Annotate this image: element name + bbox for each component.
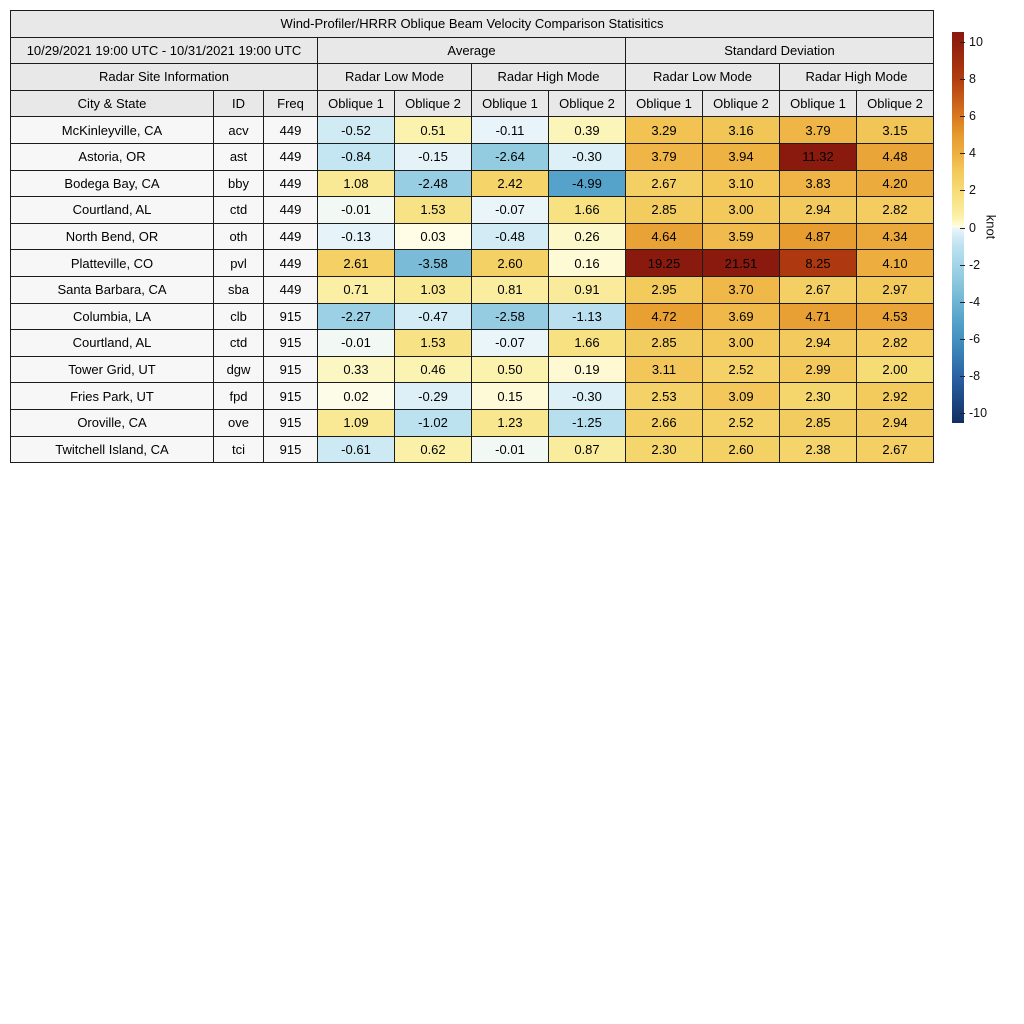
colorbar-tick-mark — [960, 190, 965, 191]
sd_low_oblique2-cell: 21.51 — [703, 250, 780, 277]
avg_high_oblique2-cell: 0.16 — [549, 250, 626, 277]
avg_low_oblique1-cell: -0.52 — [318, 117, 395, 144]
site-id-cell: tci — [214, 436, 264, 463]
avg_low_oblique1-cell: 2.61 — [318, 250, 395, 277]
city-cell: North Bend, OR — [11, 223, 214, 250]
avg_high_oblique1-cell: 2.60 — [472, 250, 549, 277]
avg_low_oblique2-cell: 1.53 — [395, 330, 472, 357]
avg_high_oblique2-cell: 1.66 — [549, 197, 626, 224]
site-row — [11, 330, 934, 357]
avg_high_oblique1-cell: -2.58 — [472, 303, 549, 330]
avg_high_oblique2-cell: -0.30 — [549, 143, 626, 170]
avg_high_oblique1-cell: 1.23 — [472, 409, 549, 436]
sd_low_oblique1-cell: 19.25 — [626, 250, 703, 277]
sd_low_oblique1-cell: 4.72 — [626, 303, 703, 330]
freq-cell: 449 — [264, 276, 318, 303]
avg-high-oblique1-header: Oblique 1 — [472, 90, 549, 117]
id-header: ID — [214, 90, 264, 117]
avg_low_oblique1-cell: -0.13 — [318, 223, 395, 250]
avg_high_oblique2-cell: 1.66 — [549, 330, 626, 357]
freq-cell: 449 — [264, 250, 318, 277]
date-range: 10/29/2021 19:00 UTC - 10/31/2021 19:00 UTC — [11, 37, 318, 64]
sd_high_oblique2-cell: 2.00 — [857, 356, 934, 383]
sd_low_oblique1-cell: 3.11 — [626, 356, 703, 383]
avg_high_oblique2-cell: -1.13 — [549, 303, 626, 330]
group-header-standard-deviation: Standard Deviation — [626, 37, 934, 64]
group-header-average: Average — [318, 37, 626, 64]
sd_low_oblique1-cell: 3.29 — [626, 117, 703, 144]
site-row — [11, 383, 934, 410]
avg_low_oblique1-cell: 0.02 — [318, 383, 395, 410]
sd_high_oblique2-cell: 4.53 — [857, 303, 934, 330]
city-cell: Bodega Bay, CA — [11, 170, 214, 197]
avg-low-oblique1-header: Oblique 1 — [318, 90, 395, 117]
sd_high_oblique2-cell: 3.15 — [857, 117, 934, 144]
avg_low_oblique2-cell: -3.58 — [395, 250, 472, 277]
colorbar-tick-label: 4 — [969, 146, 976, 161]
colorbar-tick-mark — [960, 228, 965, 229]
sd_low_oblique1-cell: 2.66 — [626, 409, 703, 436]
sd_high_oblique1-cell: 2.38 — [780, 436, 857, 463]
avg_low_oblique1-cell: -0.61 — [318, 436, 395, 463]
colorbar-tick-mark — [960, 302, 965, 303]
sd-high-oblique1-header: Oblique 1 — [780, 90, 857, 117]
sd-low-oblique1-header: Oblique 1 — [626, 90, 703, 117]
sd_high_oblique2-cell: 2.82 — [857, 197, 934, 224]
avg-low-oblique2-header: Oblique 2 — [395, 90, 472, 117]
avg_high_oblique1-cell: -0.48 — [472, 223, 549, 250]
site-row — [11, 303, 934, 330]
sd_high_oblique1-cell: 2.94 — [780, 197, 857, 224]
site-row — [11, 356, 934, 383]
site-row — [11, 223, 934, 250]
sd-high-mode-header: Radar High Mode — [780, 64, 934, 91]
sd_high_oblique2-cell: 4.20 — [857, 170, 934, 197]
sd_low_oblique2-cell: 2.52 — [703, 409, 780, 436]
sd_high_oblique1-cell: 8.25 — [780, 250, 857, 277]
avg_low_oblique2-cell: 0.46 — [395, 356, 472, 383]
site-id-cell: sba — [214, 276, 264, 303]
sd_high_oblique2-cell: 2.82 — [857, 330, 934, 357]
sd_high_oblique1-cell: 2.94 — [780, 330, 857, 357]
sd_low_oblique1-cell: 2.95 — [626, 276, 703, 303]
site-id-cell: ast — [214, 143, 264, 170]
mode-header-row — [11, 64, 934, 91]
site-id-cell: pvl — [214, 250, 264, 277]
city-cell: McKinleyville, CA — [11, 117, 214, 144]
sd_high_oblique2-cell: 2.97 — [857, 276, 934, 303]
site-id-cell: ctd — [214, 330, 264, 357]
colorbar-tick-label: -10 — [969, 406, 988, 420]
sd_low_oblique1-cell: 2.85 — [626, 330, 703, 357]
avg_high_oblique2-cell: 0.19 — [549, 356, 626, 383]
avg_high_oblique2-cell: -4.99 — [549, 170, 626, 197]
avg-low-mode-header: Radar Low Mode — [318, 64, 472, 91]
avg_low_oblique2-cell: 0.51 — [395, 117, 472, 144]
colorbar-tick-mark — [960, 153, 965, 154]
site-id-cell: ctd — [214, 197, 264, 224]
city-cell: Twitchell Island, CA — [11, 436, 214, 463]
freq-cell: 915 — [264, 383, 318, 410]
sd_low_oblique2-cell: 3.09 — [703, 383, 780, 410]
freq-cell: 449 — [264, 170, 318, 197]
avg_low_oblique2-cell: -1.02 — [395, 409, 472, 436]
avg_low_oblique1-cell: 1.09 — [318, 409, 395, 436]
sd_high_oblique1-cell: 2.99 — [780, 356, 857, 383]
table-title: Wind-Profiler/HRRR Oblique Beam Velocity Comparison Statisitics — [11, 11, 934, 38]
sd_low_oblique2-cell: 2.52 — [703, 356, 780, 383]
city-cell: Courtland, AL — [11, 197, 214, 224]
city-cell: Platteville, CO — [11, 250, 214, 277]
sd_low_oblique2-cell: 2.60 — [703, 436, 780, 463]
colorbar-tick-label: -8 — [969, 368, 981, 383]
site-id-cell: ove — [214, 409, 264, 436]
avg_low_oblique1-cell: 1.08 — [318, 170, 395, 197]
site-row — [11, 436, 934, 463]
sd_high_oblique1-cell: 4.71 — [780, 303, 857, 330]
radar-site-information-header: Radar Site Information — [11, 64, 318, 91]
avg_low_oblique2-cell: -2.48 — [395, 170, 472, 197]
avg_high_oblique2-cell: 0.26 — [549, 223, 626, 250]
city-cell: Columbia, LA — [11, 303, 214, 330]
site-id-cell: bby — [214, 170, 264, 197]
colorbar-tick-label: 8 — [969, 72, 976, 87]
site-id-cell: fpd — [214, 383, 264, 410]
sd-low-oblique2-header: Oblique 2 — [703, 90, 780, 117]
avg_low_oblique2-cell: 0.62 — [395, 436, 472, 463]
sd_high_oblique2-cell: 4.48 — [857, 143, 934, 170]
site-row — [11, 250, 934, 277]
site-row — [11, 276, 934, 303]
sd_low_oblique1-cell: 2.30 — [626, 436, 703, 463]
sd_high_oblique2-cell: 2.92 — [857, 383, 934, 410]
colorbar-tick-mark — [960, 42, 965, 43]
city-state-header: City & State — [11, 90, 214, 117]
avg_high_oblique2-cell: 0.87 — [549, 436, 626, 463]
avg_high_oblique2-cell: -1.25 — [549, 409, 626, 436]
avg_low_oblique2-cell: 1.03 — [395, 276, 472, 303]
avg_low_oblique1-cell: 0.71 — [318, 276, 395, 303]
avg_low_oblique2-cell: -0.29 — [395, 383, 472, 410]
colorbar-tick-mark — [960, 265, 965, 266]
avg_low_oblique1-cell: 0.33 — [318, 356, 395, 383]
freq-cell: 915 — [264, 303, 318, 330]
avg_low_oblique2-cell: 1.53 — [395, 197, 472, 224]
title-row — [11, 11, 934, 38]
colorbar-tick-mark — [960, 339, 965, 340]
avg_high_oblique2-cell: 0.91 — [549, 276, 626, 303]
colorbar-tick-label: 6 — [969, 109, 976, 124]
sd_low_oblique2-cell: 3.59 — [703, 223, 780, 250]
avg_low_oblique1-cell: -0.01 — [318, 197, 395, 224]
avg_high_oblique1-cell: -0.07 — [472, 330, 549, 357]
site-id-cell: oth — [214, 223, 264, 250]
sd_high_oblique2-cell: 2.94 — [857, 409, 934, 436]
column-header-row — [11, 90, 934, 117]
freq-cell: 915 — [264, 436, 318, 463]
city-cell: Oroville, CA — [11, 409, 214, 436]
site-id-cell: dgw — [214, 356, 264, 383]
sd_low_oblique1-cell: 3.79 — [626, 143, 703, 170]
avg_high_oblique1-cell: 0.81 — [472, 276, 549, 303]
sd-high-oblique2-header: Oblique 2 — [857, 90, 934, 117]
sd_high_oblique2-cell: 4.10 — [857, 250, 934, 277]
site-row — [11, 170, 934, 197]
city-cell: Santa Barbara, CA — [11, 276, 214, 303]
freq-cell: 915 — [264, 330, 318, 357]
freq-cell: 449 — [264, 223, 318, 250]
freq-cell: 915 — [264, 409, 318, 436]
avg_high_oblique1-cell: 0.15 — [472, 383, 549, 410]
sd_low_oblique2-cell: 3.69 — [703, 303, 780, 330]
colorbar-tick-mark — [960, 79, 965, 80]
city-cell: Fries Park, UT — [11, 383, 214, 410]
avg_high_oblique1-cell: -2.64 — [472, 143, 549, 170]
table-body — [11, 117, 934, 463]
sd_high_oblique1-cell: 11.32 — [780, 143, 857, 170]
freq-cell: 449 — [264, 197, 318, 224]
avg_high_oblique1-cell: -0.01 — [472, 436, 549, 463]
avg_high_oblique2-cell: -0.30 — [549, 383, 626, 410]
site-row — [11, 409, 934, 436]
sd_high_oblique1-cell: 2.67 — [780, 276, 857, 303]
site-row — [11, 143, 934, 170]
sd_high_oblique2-cell: 4.34 — [857, 223, 934, 250]
sd_high_oblique1-cell: 4.87 — [780, 223, 857, 250]
sd_low_oblique1-cell: 2.67 — [626, 170, 703, 197]
colorbar-unit-label: knot — [983, 214, 999, 240]
colorbar-tick-mark — [960, 116, 965, 117]
sd_high_oblique2-cell: 2.67 — [857, 436, 934, 463]
avg_low_oblique1-cell: -0.01 — [318, 330, 395, 357]
avg_high_oblique1-cell: -0.07 — [472, 197, 549, 224]
freq-cell: 449 — [264, 143, 318, 170]
city-cell: Tower Grid, UT — [11, 356, 214, 383]
sd_high_oblique1-cell: 3.79 — [780, 117, 857, 144]
sd-low-mode-header: Radar Low Mode — [626, 64, 780, 91]
avg_low_oblique2-cell: 0.03 — [395, 223, 472, 250]
avg_high_oblique1-cell: 2.42 — [472, 170, 549, 197]
sd_low_oblique2-cell: 3.94 — [703, 143, 780, 170]
avg_low_oblique1-cell: -2.27 — [318, 303, 395, 330]
site-row — [11, 117, 934, 144]
avg_low_oblique2-cell: -0.47 — [395, 303, 472, 330]
colorbar-tick-label: 0 — [969, 220, 976, 235]
sd_low_oblique2-cell: 3.16 — [703, 117, 780, 144]
sd_low_oblique2-cell: 3.10 — [703, 170, 780, 197]
site-row — [11, 197, 934, 224]
group-header-row — [11, 37, 934, 64]
sd_low_oblique2-cell: 3.00 — [703, 197, 780, 224]
sd_low_oblique1-cell: 2.53 — [626, 383, 703, 410]
sd_low_oblique1-cell: 4.64 — [626, 223, 703, 250]
avg_high_oblique1-cell: -0.11 — [472, 117, 549, 144]
sd_high_oblique1-cell: 2.30 — [780, 383, 857, 410]
colorbar-tick-mark — [960, 413, 965, 414]
avg-high-oblique2-header: Oblique 2 — [549, 90, 626, 117]
colorbar-tick-mark — [960, 376, 965, 377]
freq-header: Freq — [264, 90, 318, 117]
avg_high_oblique2-cell: 0.39 — [549, 117, 626, 144]
sd_low_oblique1-cell: 2.85 — [626, 197, 703, 224]
avg_high_oblique1-cell: 0.50 — [472, 356, 549, 383]
city-cell: Astoria, OR — [11, 143, 214, 170]
sd_low_oblique2-cell: 3.00 — [703, 330, 780, 357]
sd_low_oblique2-cell: 3.70 — [703, 276, 780, 303]
colorbar-tick-label: -4 — [969, 294, 981, 309]
site-id-cell: clb — [214, 303, 264, 330]
avg_low_oblique2-cell: -0.15 — [395, 143, 472, 170]
site-id-cell: acv — [214, 117, 264, 144]
colorbar-tick-label: -2 — [969, 257, 981, 272]
avg-high-mode-header: Radar High Mode — [472, 64, 626, 91]
colorbar-tick-label: 2 — [969, 183, 976, 198]
avg_low_oblique1-cell: -0.84 — [318, 143, 395, 170]
city-cell: Courtland, AL — [11, 330, 214, 357]
freq-cell: 449 — [264, 117, 318, 144]
colorbar-tick-label: 10 — [969, 35, 983, 49]
freq-cell: 915 — [264, 356, 318, 383]
sd_high_oblique1-cell: 3.83 — [780, 170, 857, 197]
sd_high_oblique1-cell: 2.85 — [780, 409, 857, 436]
colorbar-tick-label: -6 — [969, 331, 981, 346]
statistics-table — [10, 10, 934, 463]
